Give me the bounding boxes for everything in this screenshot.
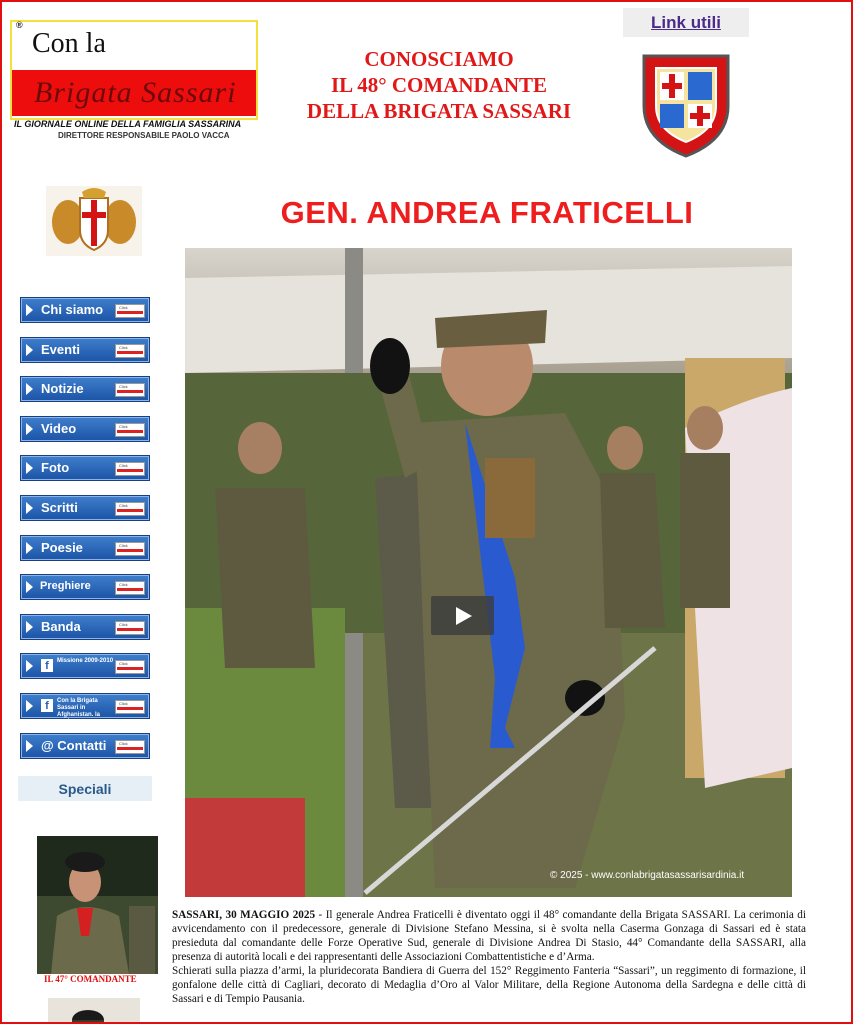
photo-copyright: © 2025 - www.conlabrigatasassarisardinia.it <box>550 870 745 881</box>
site-logo[interactable] <box>10 20 258 120</box>
arrow-right-icon <box>26 383 33 395</box>
arrow-right-icon <box>26 660 33 672</box>
video-play-button[interactable] <box>431 596 494 635</box>
logo-line1: Con la <box>32 28 106 59</box>
nav-label: Eventi <box>41 341 81 357</box>
brigade-shield-icon <box>638 50 734 160</box>
special-thumbnail-2[interactable] <box>48 998 140 1024</box>
link-utili-box <box>623 8 749 37</box>
nav-chi-siamo[interactable] <box>20 297 150 323</box>
logo-registered-mark: ® <box>16 20 23 30</box>
nav-label: Preghiere <box>40 580 91 593</box>
logo-line2: Brigata Sassari <box>34 76 237 109</box>
facebook-icon: f <box>41 699 53 712</box>
arrow-right-icon <box>26 423 33 435</box>
headline-line: CONOSCIAMO <box>364 47 514 71</box>
facebook-icon: f <box>41 659 53 672</box>
arrow-right-icon <box>26 542 33 554</box>
second-thumbnail-image <box>48 998 140 1024</box>
nav-label: Poesie <box>41 539 83 555</box>
sidebar-nav <box>20 297 150 772</box>
arrow-right-icon <box>26 740 33 752</box>
nav-label: Scritti <box>41 499 78 515</box>
click-badge-icon: Click <box>115 621 145 635</box>
nav-notizie[interactable] <box>20 376 150 402</box>
nav-label: Missione 2009-2010 <box>57 658 114 665</box>
nav-afghanistan[interactable] <box>20 693 150 725</box>
click-badge-icon: Click <box>115 740 145 754</box>
nav-label: @ Contatti <box>41 737 107 753</box>
speciali-heading: Speciali <box>18 776 152 801</box>
nav-poesie[interactable] <box>20 535 150 561</box>
link-utili-link[interactable]: Link utili <box>651 13 721 32</box>
article-dateline: SASSARI, 30 MAGGIO 2025 <box>172 909 316 921</box>
click-badge-icon: Click <box>115 383 145 397</box>
click-badge-icon: Click <box>115 423 145 437</box>
thumbnail-caption: IL 47° COMANDANTE <box>44 974 137 984</box>
nav-label: Foto <box>41 460 70 476</box>
headline <box>286 46 592 124</box>
main-video-poster[interactable] <box>185 248 792 897</box>
article-text: - Il generale Andrea Fraticelli è diventato oggi il 48° comandante della Brigata SASSARI. La cerimonia di avvicendamento con il predecessore, generale di Divisione Stefano Messina, si è svolta nella Caserma Gonzaga di Sassari ed è stata presieduta dal comandante delle Forze Operative Sud, generale di Divisione Andrea Di Stasio, 44° Comandante della SASSARI, alla presenza di autorità locali e dei rappresentanti delle Associazioni Combattentistiche e d’Arma. <box>172 909 806 963</box>
special-thumbnail[interactable] <box>37 836 158 974</box>
headline-line: IL 48° COMANDANTE <box>330 73 548 97</box>
headline-line: DELLA BRIGATA SASSARI <box>306 99 572 123</box>
click-badge-icon: Click <box>115 700 145 714</box>
nav-preghiere[interactable] <box>20 574 150 600</box>
nav-label: Con la Brigata Sassari in Afghanistan. la pagina <box>57 697 101 725</box>
nav-label: Video <box>41 420 77 436</box>
nav-label: Notizie <box>41 381 84 397</box>
nav-banda[interactable] <box>20 614 150 640</box>
page-title: GEN. ANDREA FRATICELLI <box>280 195 694 230</box>
nav-contatti[interactable] <box>20 733 150 759</box>
article-paragraph-2: Schierati sulla piazza d’armi, la pluridecorata Bandiera di Guerra del 152° Reggimento Fanteria “Sassari”, un reggimento di formazione, il gonfalone delle città di Cagliari, decorato di Medaglia d’Oro al Valor Militare, della Regione Autonoma della Sardegna e delle città di Sassari e di Tempio Pausania. <box>172 965 806 1005</box>
arrow-right-icon <box>26 621 33 633</box>
click-badge-icon: Click <box>115 581 145 595</box>
click-badge-icon: Click <box>115 304 145 318</box>
click-badge-icon: Click <box>115 462 145 476</box>
logo-director: DIRETTORE RESPONSABILE PAOLO VACCA <box>58 131 230 140</box>
article-body <box>172 908 806 1006</box>
article-paragraph-1 <box>172 908 806 964</box>
arrow-right-icon <box>26 344 33 356</box>
commander-photo-thumbnail <box>37 836 158 974</box>
nav-label: Chi siamo <box>41 302 104 317</box>
logo-red-bar <box>12 70 256 116</box>
arrow-right-icon <box>26 462 33 474</box>
click-badge-icon: Click <box>115 660 145 674</box>
logo-tagline: IL GIORNALE ONLINE DELLA FAMIGLIA SASSARINA <box>14 119 242 129</box>
click-badge-icon: Click <box>115 502 145 516</box>
play-icon <box>456 607 472 625</box>
general-saluting-photo <box>185 248 792 897</box>
nav-missione[interactable] <box>20 653 150 679</box>
arrow-right-icon <box>26 304 33 316</box>
sardinia-crest-icon <box>46 186 142 256</box>
arrow-right-icon <box>26 700 33 712</box>
click-badge-icon: Click <box>115 344 145 358</box>
nav-scritti[interactable] <box>20 495 150 521</box>
arrow-right-icon <box>26 502 33 514</box>
arrow-right-icon <box>26 581 33 593</box>
nav-video[interactable] <box>20 416 150 442</box>
nav-foto[interactable] <box>20 455 150 481</box>
nav-label: Banda <box>41 618 81 634</box>
click-badge-icon: Click <box>115 542 145 556</box>
nav-eventi[interactable] <box>20 337 150 363</box>
